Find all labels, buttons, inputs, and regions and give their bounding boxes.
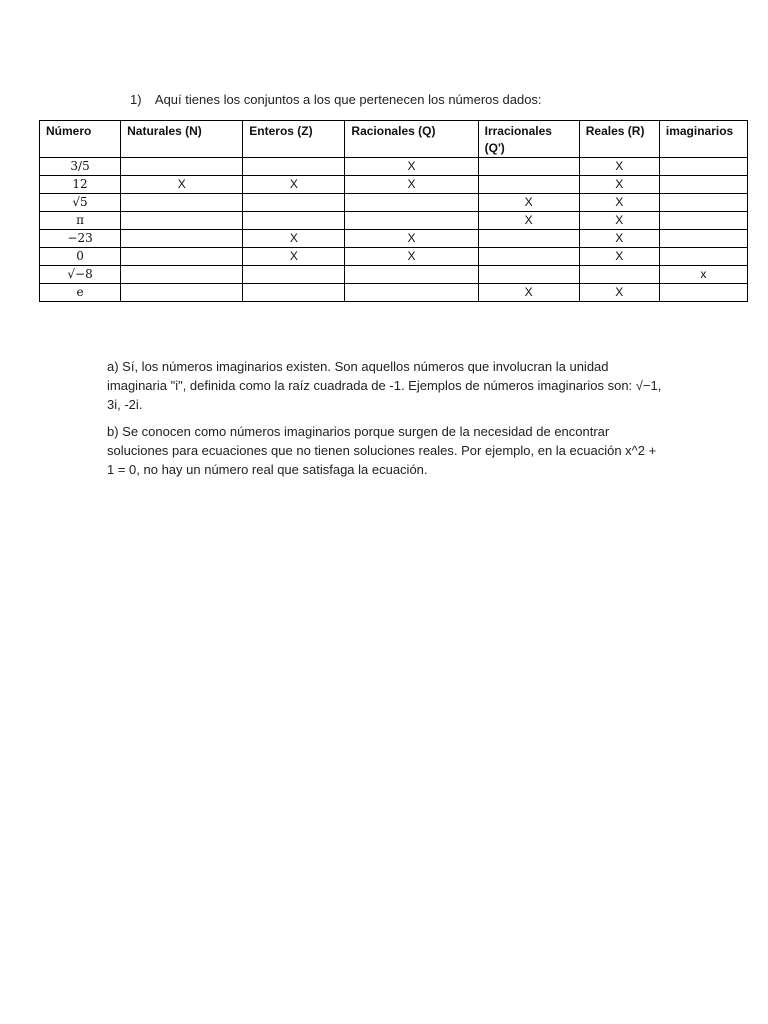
set-cell — [121, 230, 243, 248]
header-enteros: Enteros (Z) — [243, 121, 345, 158]
set-cell: X — [345, 230, 478, 248]
set-cell — [121, 284, 243, 302]
number-cell: 0 — [40, 248, 121, 266]
set-cell — [478, 248, 579, 266]
number-cell: −23 — [40, 230, 121, 248]
number-cell: π — [40, 212, 121, 230]
set-cell — [659, 284, 747, 302]
table-row — [40, 212, 748, 230]
set-cell: X — [121, 176, 243, 194]
set-cell: X — [243, 248, 345, 266]
set-cell — [243, 194, 345, 212]
set-cell: X — [579, 158, 659, 176]
set-cell — [345, 266, 478, 284]
set-cell — [659, 248, 747, 266]
table-row — [40, 176, 748, 194]
set-cell: X — [579, 284, 659, 302]
set-cell — [478, 176, 579, 194]
set-cell — [243, 284, 345, 302]
table-header-row — [40, 121, 748, 158]
set-cell: X — [579, 176, 659, 194]
set-cell: X — [579, 194, 659, 212]
set-cell — [659, 176, 747, 194]
header-imaginarios: imaginarios — [659, 121, 747, 158]
number-cell: √−8 — [40, 266, 121, 284]
set-cell — [478, 266, 579, 284]
table-body — [40, 158, 748, 302]
header-irracionales: Irracionales (Q') — [478, 121, 579, 158]
header-naturales: Naturales (N) — [121, 121, 243, 158]
set-cell — [121, 158, 243, 176]
number-cell: √5 — [40, 194, 121, 212]
set-cell — [121, 266, 243, 284]
set-cell: x — [659, 266, 747, 284]
table-row — [40, 248, 748, 266]
table-row — [40, 230, 748, 248]
set-cell — [659, 230, 747, 248]
set-cell — [243, 212, 345, 230]
header-racionales: Racionales (Q) — [345, 121, 478, 158]
table-row — [40, 194, 748, 212]
number-cell: e — [40, 284, 121, 302]
set-cell: X — [345, 158, 478, 176]
set-cell: X — [579, 248, 659, 266]
set-cell — [121, 212, 243, 230]
set-cell: X — [478, 284, 579, 302]
set-cell — [121, 248, 243, 266]
set-cell — [345, 284, 478, 302]
set-cell: X — [579, 230, 659, 248]
table-row — [40, 266, 748, 284]
question-text: Aquí tienes los conjuntos a los que pertenecen los números dados: — [154, 92, 542, 107]
set-cell: X — [345, 176, 478, 194]
set-cell — [659, 212, 747, 230]
answers-section — [107, 357, 667, 487]
number-sets-table — [39, 120, 748, 302]
number-cell: 3/5 — [40, 158, 121, 176]
table-row — [40, 284, 748, 302]
number-cell: 12 — [40, 176, 121, 194]
header-reales: Reales (R) — [579, 121, 659, 158]
question-number: 1) — [130, 92, 142, 107]
answer-a: a) Sí, los números imaginarios existen. Son aquellos números que involucran la unidad imaginaria "i", definida como la raíz cuadrada de -1. Ejemplos de números imaginarios son: √−1, 3i, -2i. — [107, 359, 662, 412]
set-cell: X — [243, 176, 345, 194]
set-cell — [121, 194, 243, 212]
set-cell: X — [345, 248, 478, 266]
set-cell — [345, 194, 478, 212]
question-heading — [130, 92, 542, 107]
set-cell — [243, 266, 345, 284]
set-cell — [579, 266, 659, 284]
table-row — [40, 158, 748, 176]
set-cell: X — [478, 212, 579, 230]
set-cell — [478, 158, 579, 176]
set-cell — [243, 158, 345, 176]
set-cell — [345, 212, 478, 230]
set-cell — [659, 158, 747, 176]
set-cell: X — [478, 194, 579, 212]
header-numero: Número — [40, 121, 121, 158]
set-cell — [478, 230, 579, 248]
answer-b: b) Se conocen como números imaginarios porque surgen de la necesidad de encontrar soluciones para ecuaciones que no tienen soluciones reales. Por ejemplo, en la ecuación x^2 + 1 = 0, no hay un número real que satisfaga la ecuación. — [107, 424, 657, 477]
set-cell: X — [579, 212, 659, 230]
set-cell — [659, 194, 747, 212]
set-cell: X — [243, 230, 345, 248]
